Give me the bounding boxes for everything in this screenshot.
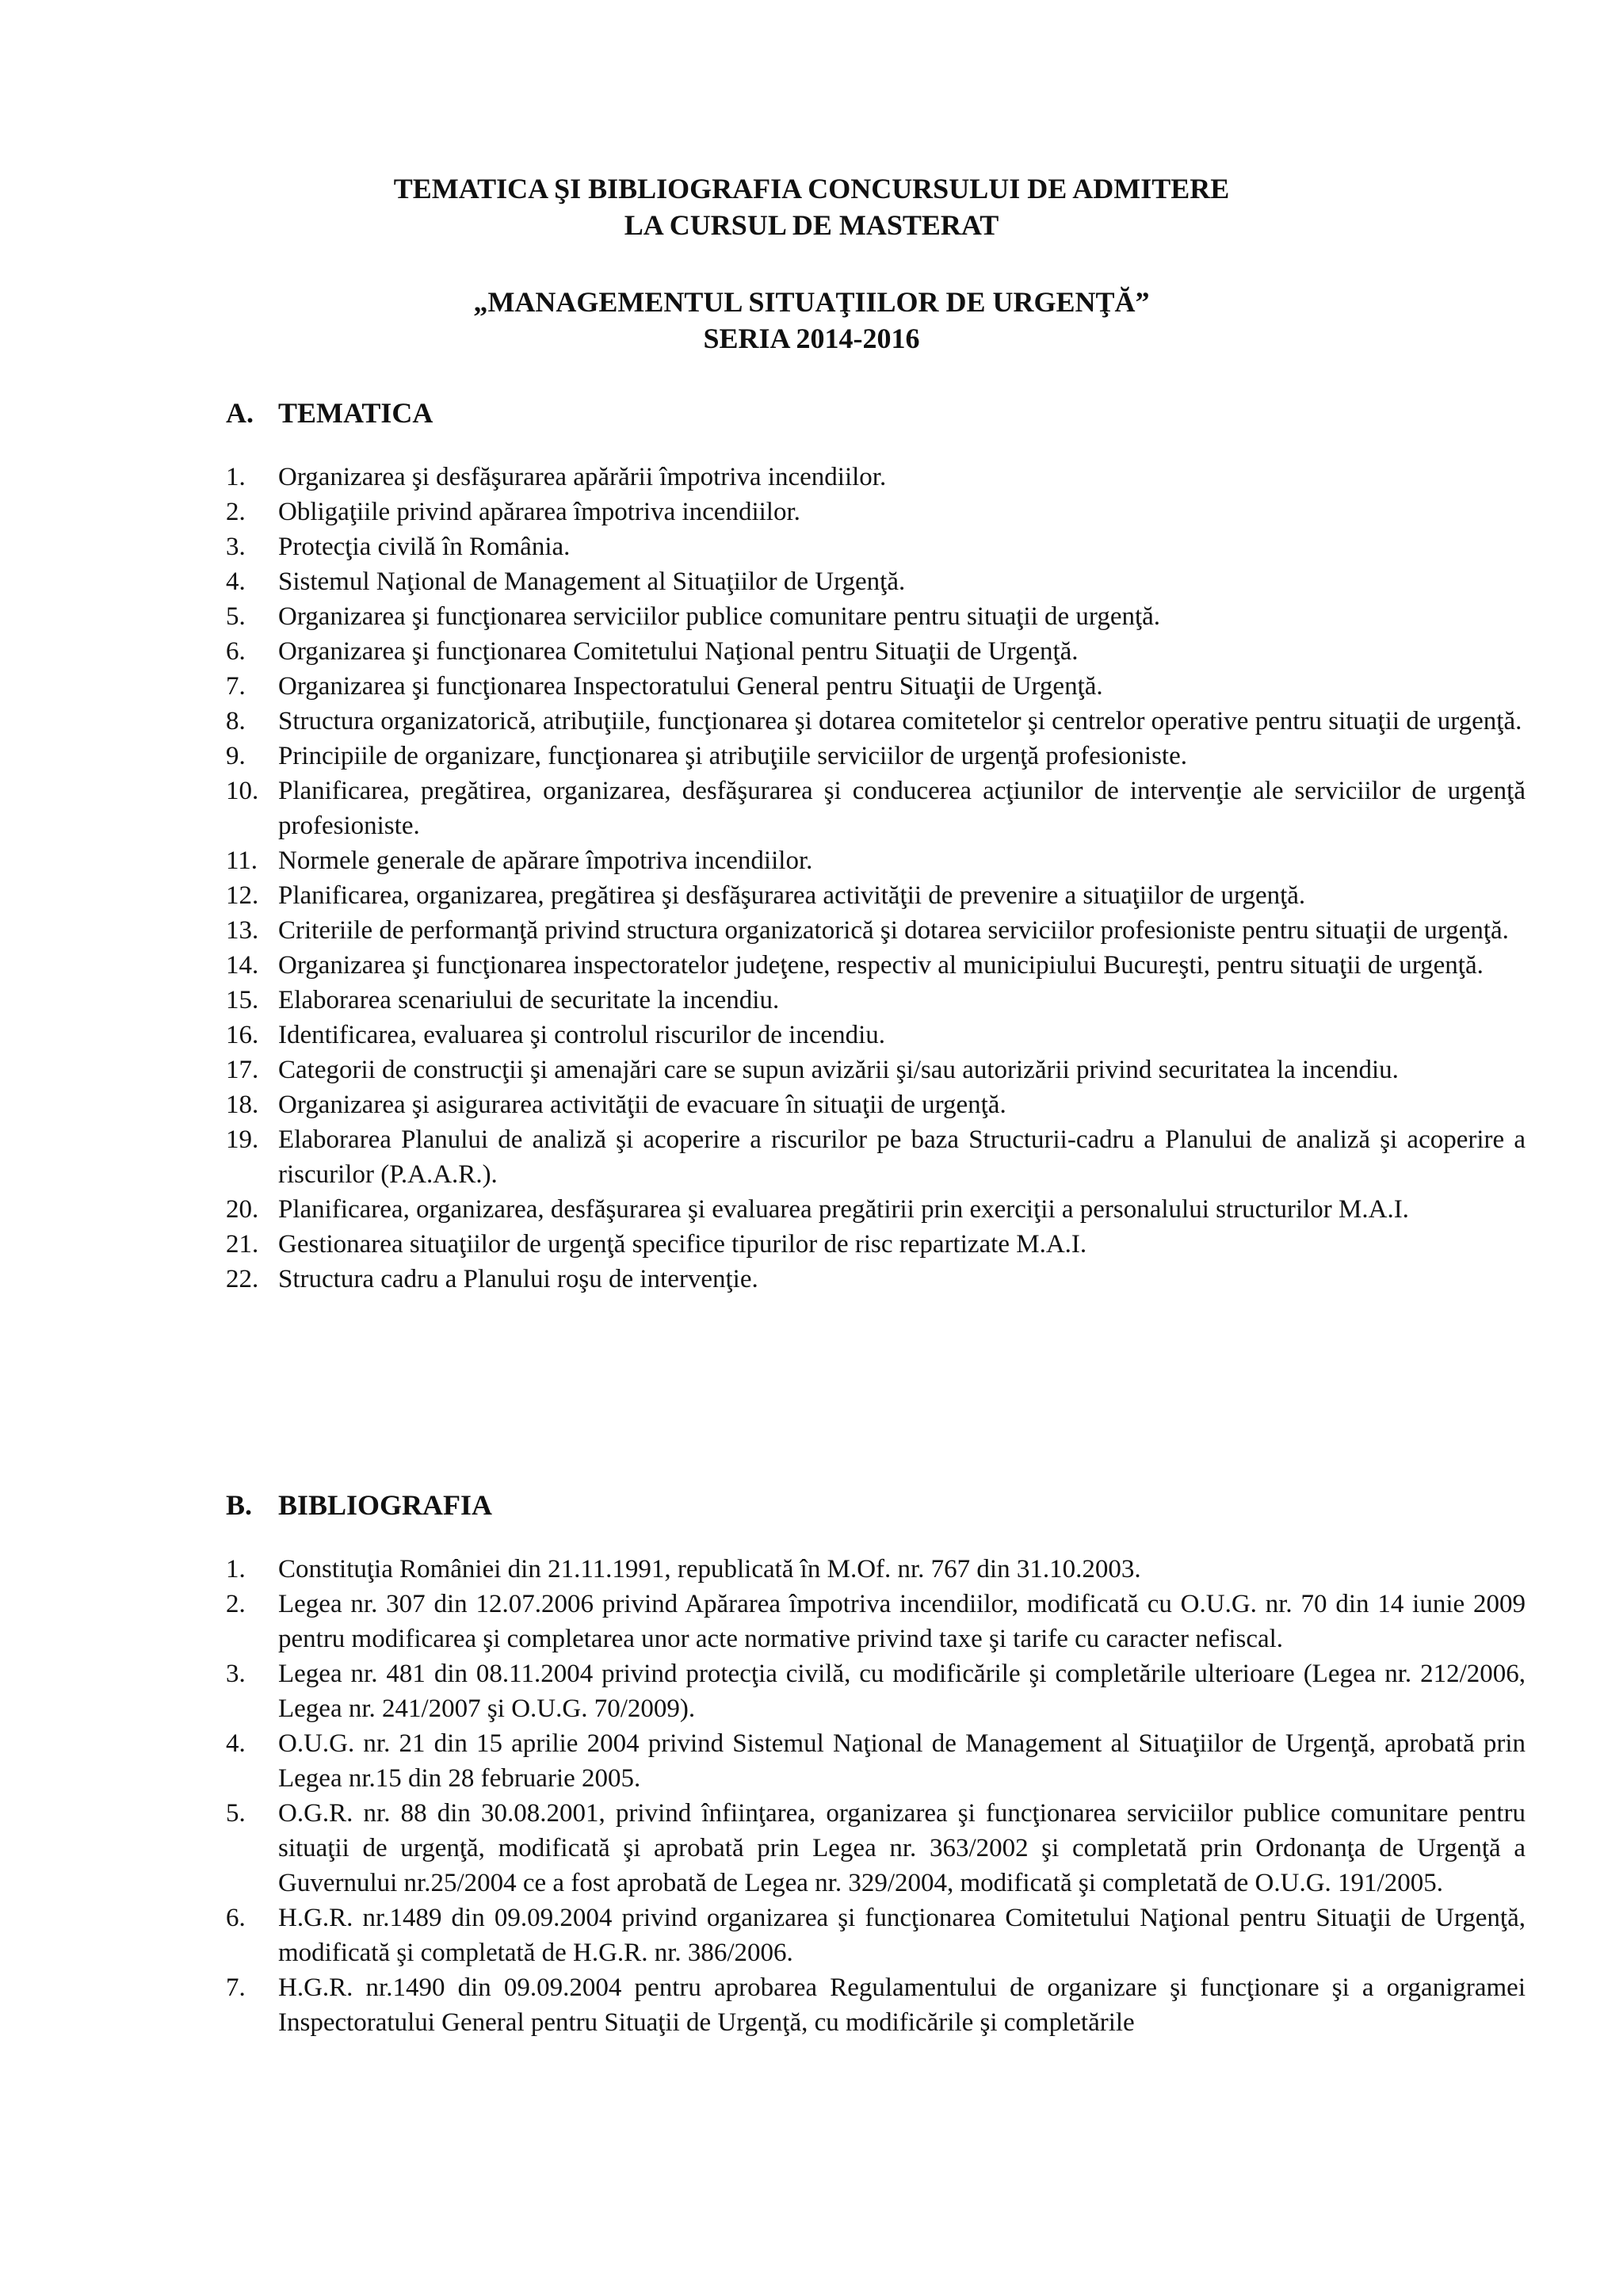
list-item-text: Gestionarea situaţiilor de urgenţă specifice tipurilor de risc repartizate M.A.I. <box>278 1230 1087 1259</box>
list-item <box>226 1587 1526 1656</box>
list-item-number: 2. <box>226 1590 246 1618</box>
list-item-text: Structura organizatorică, atribuţiile, funcţionarea şi dotarea comitetelor şi centrelor operative pentru situaţii de urgenţă. <box>278 707 1522 735</box>
list-item-number: 3. <box>226 533 246 561</box>
list-item <box>226 704 1526 739</box>
list-item-text: Organizarea şi desfăşurarea apărării împotriva incendiilor. <box>278 463 887 491</box>
list-item-number: 1. <box>226 463 246 491</box>
list-item-number: 7. <box>226 672 246 701</box>
list-item-text: Constituţia României din 21.11.1991, republicată în M.Of. nr. 767 din 31.10.2003. <box>278 1555 1141 1584</box>
list-item-text: Identificarea, evaluarea şi controlul riscurilor de incendiu. <box>278 1021 885 1049</box>
list-item-number: 5. <box>226 1799 246 1828</box>
list-item <box>226 1552 1526 1587</box>
list-item-text: Structura cadru a Planului roşu de intervenţie. <box>278 1265 758 1293</box>
list-item-number: 14. <box>226 951 259 980</box>
list-item <box>226 1192 1526 1227</box>
list-item-text: Categorii de construcţii şi amenajări care se supun avizării şi/sau autorizării privind securitatea la incendiu. <box>278 1056 1399 1084</box>
list-item-number: 6. <box>226 637 246 666</box>
program-title <box>0 284 1623 357</box>
list-item-number: 7. <box>226 1973 246 2002</box>
list-item-text: Planificarea, organizarea, pregătirea şi desfăşurarea activităţii de prevenire a situaţiilor de urgenţă. <box>278 881 1306 910</box>
list-item-number: 22. <box>226 1265 259 1293</box>
list-item <box>226 1052 1526 1087</box>
list-item-text: Legea nr. 481 din 08.11.2004 privind protecţia civilă, cu modificările şi completările ulterioare (Legea nr. 212/2006, Legea nr. 241/2007 şi O.U.G. 70/2009). <box>278 1660 1526 1723</box>
bibliografia-list <box>226 1552 1526 2040</box>
list-item <box>226 1970 1526 2040</box>
list-item-text: Planificarea, organizarea, desfăşurarea şi evaluarea pregătirii prin exerciţii a personalului structurilor M.A.I. <box>278 1195 1409 1224</box>
list-item-number: 2. <box>226 498 246 526</box>
list-item-number: 19. <box>226 1125 259 1154</box>
section-b-letter: B. <box>226 1489 253 1521</box>
list-item-text: Elaborarea Planului de analiză şi acoperire a riscurilor pe baza Structurii-cadru a Planului de analiză şi acoperire a riscurilor (P.A.A.R.). <box>278 1125 1526 1189</box>
series-label: SERIA 2014-2016 <box>703 323 920 354</box>
list-item <box>226 1122 1526 1192</box>
list-item-text: H.G.R. nr.1490 din 09.09.2004 pentru aprobarea Regulamentului de organizare şi funcţionare şi a organigramei Inspectoratului General pentru Situaţii de Urgenţă, cu modificările şi completările <box>278 1973 1526 2037</box>
program-name: „MANAGEMENTUL SITUAŢIILOR DE URGENŢĂ” <box>473 286 1150 318</box>
list-item-text: Organizarea şi funcţionarea Inspectoratului General pentru Situaţii de Urgenţă. <box>278 672 1103 701</box>
list-item <box>226 669 1526 704</box>
list-item <box>226 529 1526 564</box>
list-item-number: 6. <box>226 1904 246 1932</box>
list-item-number: 11. <box>226 846 258 875</box>
list-item <box>226 843 1526 878</box>
list-item-number: 4. <box>226 567 246 596</box>
list-item <box>226 1656 1526 1726</box>
list-item-text: Elaborarea scenariului de securitate la incendiu. <box>278 986 780 1014</box>
list-item <box>226 948 1526 983</box>
list-item-number: 16. <box>226 1021 259 1049</box>
list-item <box>226 460 1526 495</box>
list-item-number: 13. <box>226 916 259 945</box>
section-b-heading <box>226 1487 492 1523</box>
list-item-number: 8. <box>226 707 246 735</box>
list-item <box>226 1087 1526 1122</box>
list-item <box>226 1018 1526 1052</box>
list-item <box>226 878 1526 913</box>
list-item-text: Legea nr. 307 din 12.07.2006 privind Apărarea împotriva incendiilor, modificată cu O.U.G. nr. 70 din 14 iunie 2009 pentru modificarea şi completarea unor acte normative privind taxe şi tarife cu caracter nefiscal. <box>278 1590 1526 1653</box>
section-a-heading <box>226 395 433 431</box>
list-item <box>226 634 1526 669</box>
section-a-title: TEMATICA <box>278 397 433 429</box>
tematica-list <box>226 460 1526 1297</box>
list-item-text: H.G.R. nr.1489 din 09.09.2004 privind organizarea şi funcţionarea Comitetului Naţional pentru Situaţii de Urgenţă, modificată şi completată de H.G.R. nr. 386/2006. <box>278 1904 1526 1967</box>
list-item-text: Normele generale de apărare împotriva incendiilor. <box>278 846 813 875</box>
list-item-text: Obligaţiile privind apărarea împotriva incendiilor. <box>278 498 800 526</box>
list-item <box>226 983 1526 1018</box>
list-item-number: 10. <box>226 777 259 805</box>
title-line-1: TEMATICA ŞI BIBLIOGRAFIA CONCURSULUI DE ADMITERE <box>393 173 1230 204</box>
list-item <box>226 1726 1526 1796</box>
list-item <box>226 774 1526 843</box>
list-item <box>226 495 1526 529</box>
list-item-number: 1. <box>226 1555 246 1584</box>
list-item-number: 21. <box>226 1230 259 1259</box>
list-item-text: Planificarea, pregătirea, organizarea, desfăşurarea şi conducerea acţiunilor de intervenţie ale serviciilor de urgenţă profesioniste. <box>278 777 1526 840</box>
list-item-number: 15. <box>226 986 259 1014</box>
list-item-text: Organizarea şi funcţionarea inspectoratelor judeţene, respectiv al municipiului Bucureşti, pentru situaţii de urgenţă. <box>278 951 1484 980</box>
list-item <box>226 1901 1526 1970</box>
section-b-title: BIBLIOGRAFIA <box>278 1489 493 1521</box>
list-item-text: Organizarea şi asigurarea activităţii de evacuare în situaţii de urgenţă. <box>278 1091 1006 1119</box>
list-item-text: Organizarea şi funcţionarea serviciilor publice comunitare pentru situaţii de urgenţă. <box>278 602 1161 631</box>
list-item <box>226 1262 1526 1297</box>
list-item-text: Principiile de organizare, funcţionarea şi atribuţiile serviciilor de urgenţă profesioniste. <box>278 742 1187 770</box>
list-item-number: 20. <box>226 1195 259 1224</box>
list-item <box>226 1227 1526 1262</box>
document-title <box>0 170 1623 243</box>
list-item-number: 4. <box>226 1729 246 1758</box>
list-item-number: 18. <box>226 1091 259 1119</box>
list-item-text: O.U.G. nr. 21 din 15 aprilie 2004 privind Sistemul Naţional de Management al Situaţiilor de Urgenţă, aprobată prin Legea nr.15 din 28 februarie 2005. <box>278 1729 1526 1793</box>
list-item <box>226 1796 1526 1901</box>
list-item-number: 9. <box>226 742 246 770</box>
list-item-number: 5. <box>226 602 246 631</box>
list-item <box>226 739 1526 774</box>
list-item-text: Criteriile de performanţă privind structura organizatorică şi dotarea serviciilor profesioniste pentru situaţii de urgenţă. <box>278 916 1509 945</box>
list-item <box>226 913 1526 948</box>
list-item <box>226 564 1526 599</box>
list-item <box>226 599 1526 634</box>
list-item-number: 17. <box>226 1056 259 1084</box>
list-item-number: 12. <box>226 881 259 910</box>
list-item-number: 3. <box>226 1660 246 1688</box>
list-item-text: O.G.R. nr. 88 din 30.08.2001, privind înfiinţarea, organizarea şi funcţionarea serviciilor publice comunitare pentru situaţii de urgenţă, modificată şi aprobată prin Legea nr. 363/2002 şi completată prin Ordonanţa de Urgenţă a Guvernului nr.25/2004 ce a fost aprobată de Legea nr. 329/2004, modificată şi completată de O.U.G. 191/2005. <box>278 1799 1526 1897</box>
list-item-text: Sistemul Naţional de Management al Situaţiilor de Urgenţă. <box>278 567 906 596</box>
section-a-letter: A. <box>226 397 254 429</box>
list-item-text: Organizarea şi funcţionarea Comitetului Naţional pentru Situaţii de Urgenţă. <box>278 637 1079 666</box>
list-item-text: Protecţia civilă în România. <box>278 533 571 561</box>
title-line-2: LA CURSUL DE MASTERAT <box>624 209 999 241</box>
